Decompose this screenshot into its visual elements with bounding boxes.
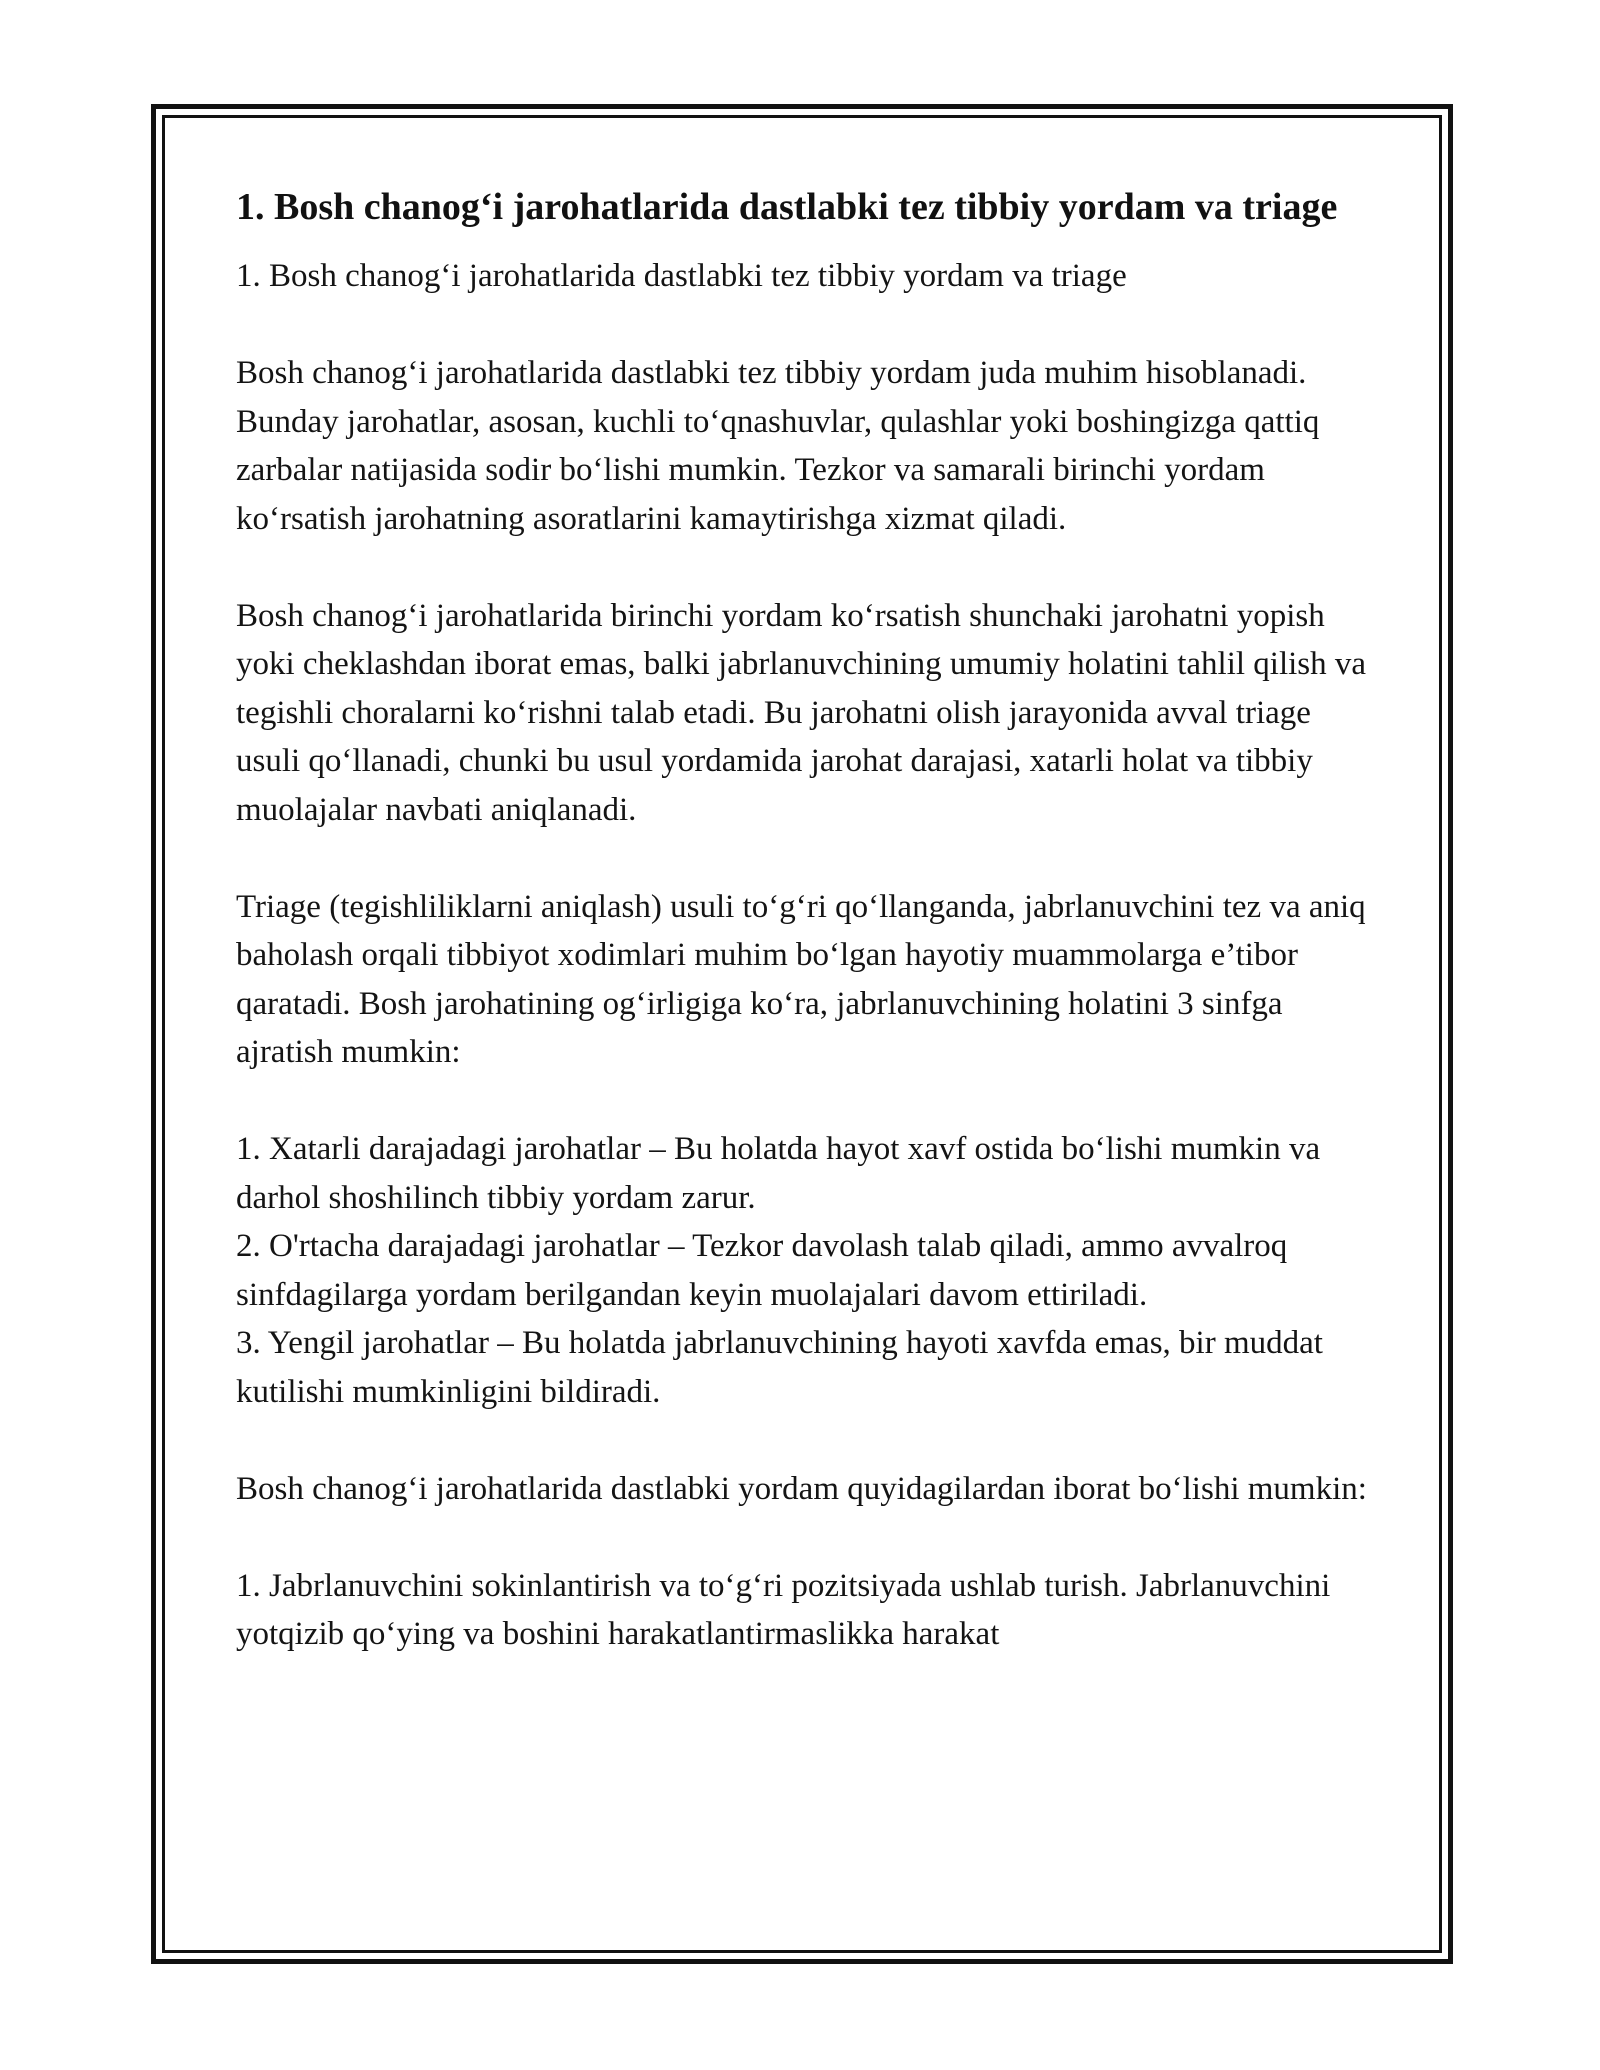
paragraph-first-aid-steps: Bosh chanog‘i jarohatlarida dastlabki yordam quyidagilardan iborat bo‘lishi mumkin: (236, 1470, 1367, 1507)
list-item-mild: 3. Yengil jarohatlar – Bu holatda jabrlanuvchining hayoti xavfda emas, bir muddat kutilishi mumkinligini bildiradi. (236, 1325, 1323, 1410)
spacer (236, 834, 1376, 883)
paragraph-intro: Bosh chanog‘i jarohatlarida dastlabki tez tibbiy yordam juda muhim hisoblanadi. Bunday jarohatlar, asosan, kuchli to‘qnashuvlar, qulashlar yoki boshingizga qattiq zarbalar natijasida sodir bo‘lishi mumkin. Tezkor va samarali birinchi yordam ko‘rsatish jarohatning asoratlarini kamaytirishga xizmat qiladi. (236, 355, 1320, 537)
list-item-step-1: 1. Jabrlanuvchini sokinlantirish va to‘g‘ri pozitsiyada ushlab turish. Jabrlanuvchini yotqizib qo‘ying va boshini harakatlantirmaslikka harakat (236, 1567, 1331, 1652)
spacer (236, 1513, 1376, 1562)
document-body (236, 180, 1376, 1659)
list-item-severe: 1. Xatarli darajadagi jarohatlar – Bu holatda hayot xavf ostida bo‘lishi mumkin va darhol shoshilinch tibbiy yordam zarur. (236, 1131, 1321, 1216)
spacer (236, 1077, 1376, 1126)
document-subtitle: 1. Bosh chanog‘i jarohatlarida dastlabki tez tibbiy yordam va triage (236, 258, 1127, 294)
paragraph-triage: Triage (tegishliliklarni aniqlash) usuli to‘g‘ri qo‘llanganda, jabrlanuvchini tez va aniq baholash orqali tibbiyot xodimlari muhim bo‘lgan hayotiy muammolarga e’tibor qaratadi. Bosh jarohatining og‘irligiga ko‘ra, jabrlanuvchining holatini 3 sinfga ajratish mumkin: (236, 888, 1366, 1070)
spacer (236, 301, 1376, 350)
document-heading: 1. Bosh chanog‘i jarohatlarida dastlabki tez tibbiy yordam va triage (236, 186, 1338, 228)
spacer (236, 543, 1376, 592)
list-item-moderate: 2. O'rtacha darajadagi jarohatlar – Tezkor davolash talab qiladi, ammo avvalroq sinfdagilarga yordam berilgandan keyin muolajalari davom ettiriladi. (236, 1228, 1288, 1313)
paragraph-first-aid: Bosh chanog‘i jarohatlarida birinchi yordam ko‘rsatish shunchaki jarohatni yopish yoki cheklashdan iborat emas, balki jabrlanuvchining umumiy holatini tahlil qilish va tegishli choralarni ko‘rishni talab etadi. Bu jarohatni olish jarayonida avval triage usuli qo‘llanadi, chunki bu usul yordamida jarohat darajasi, xatarli holat va tibbiy muolajalar navbati aniqlanadi. (236, 597, 1367, 828)
spacer (236, 1416, 1376, 1465)
